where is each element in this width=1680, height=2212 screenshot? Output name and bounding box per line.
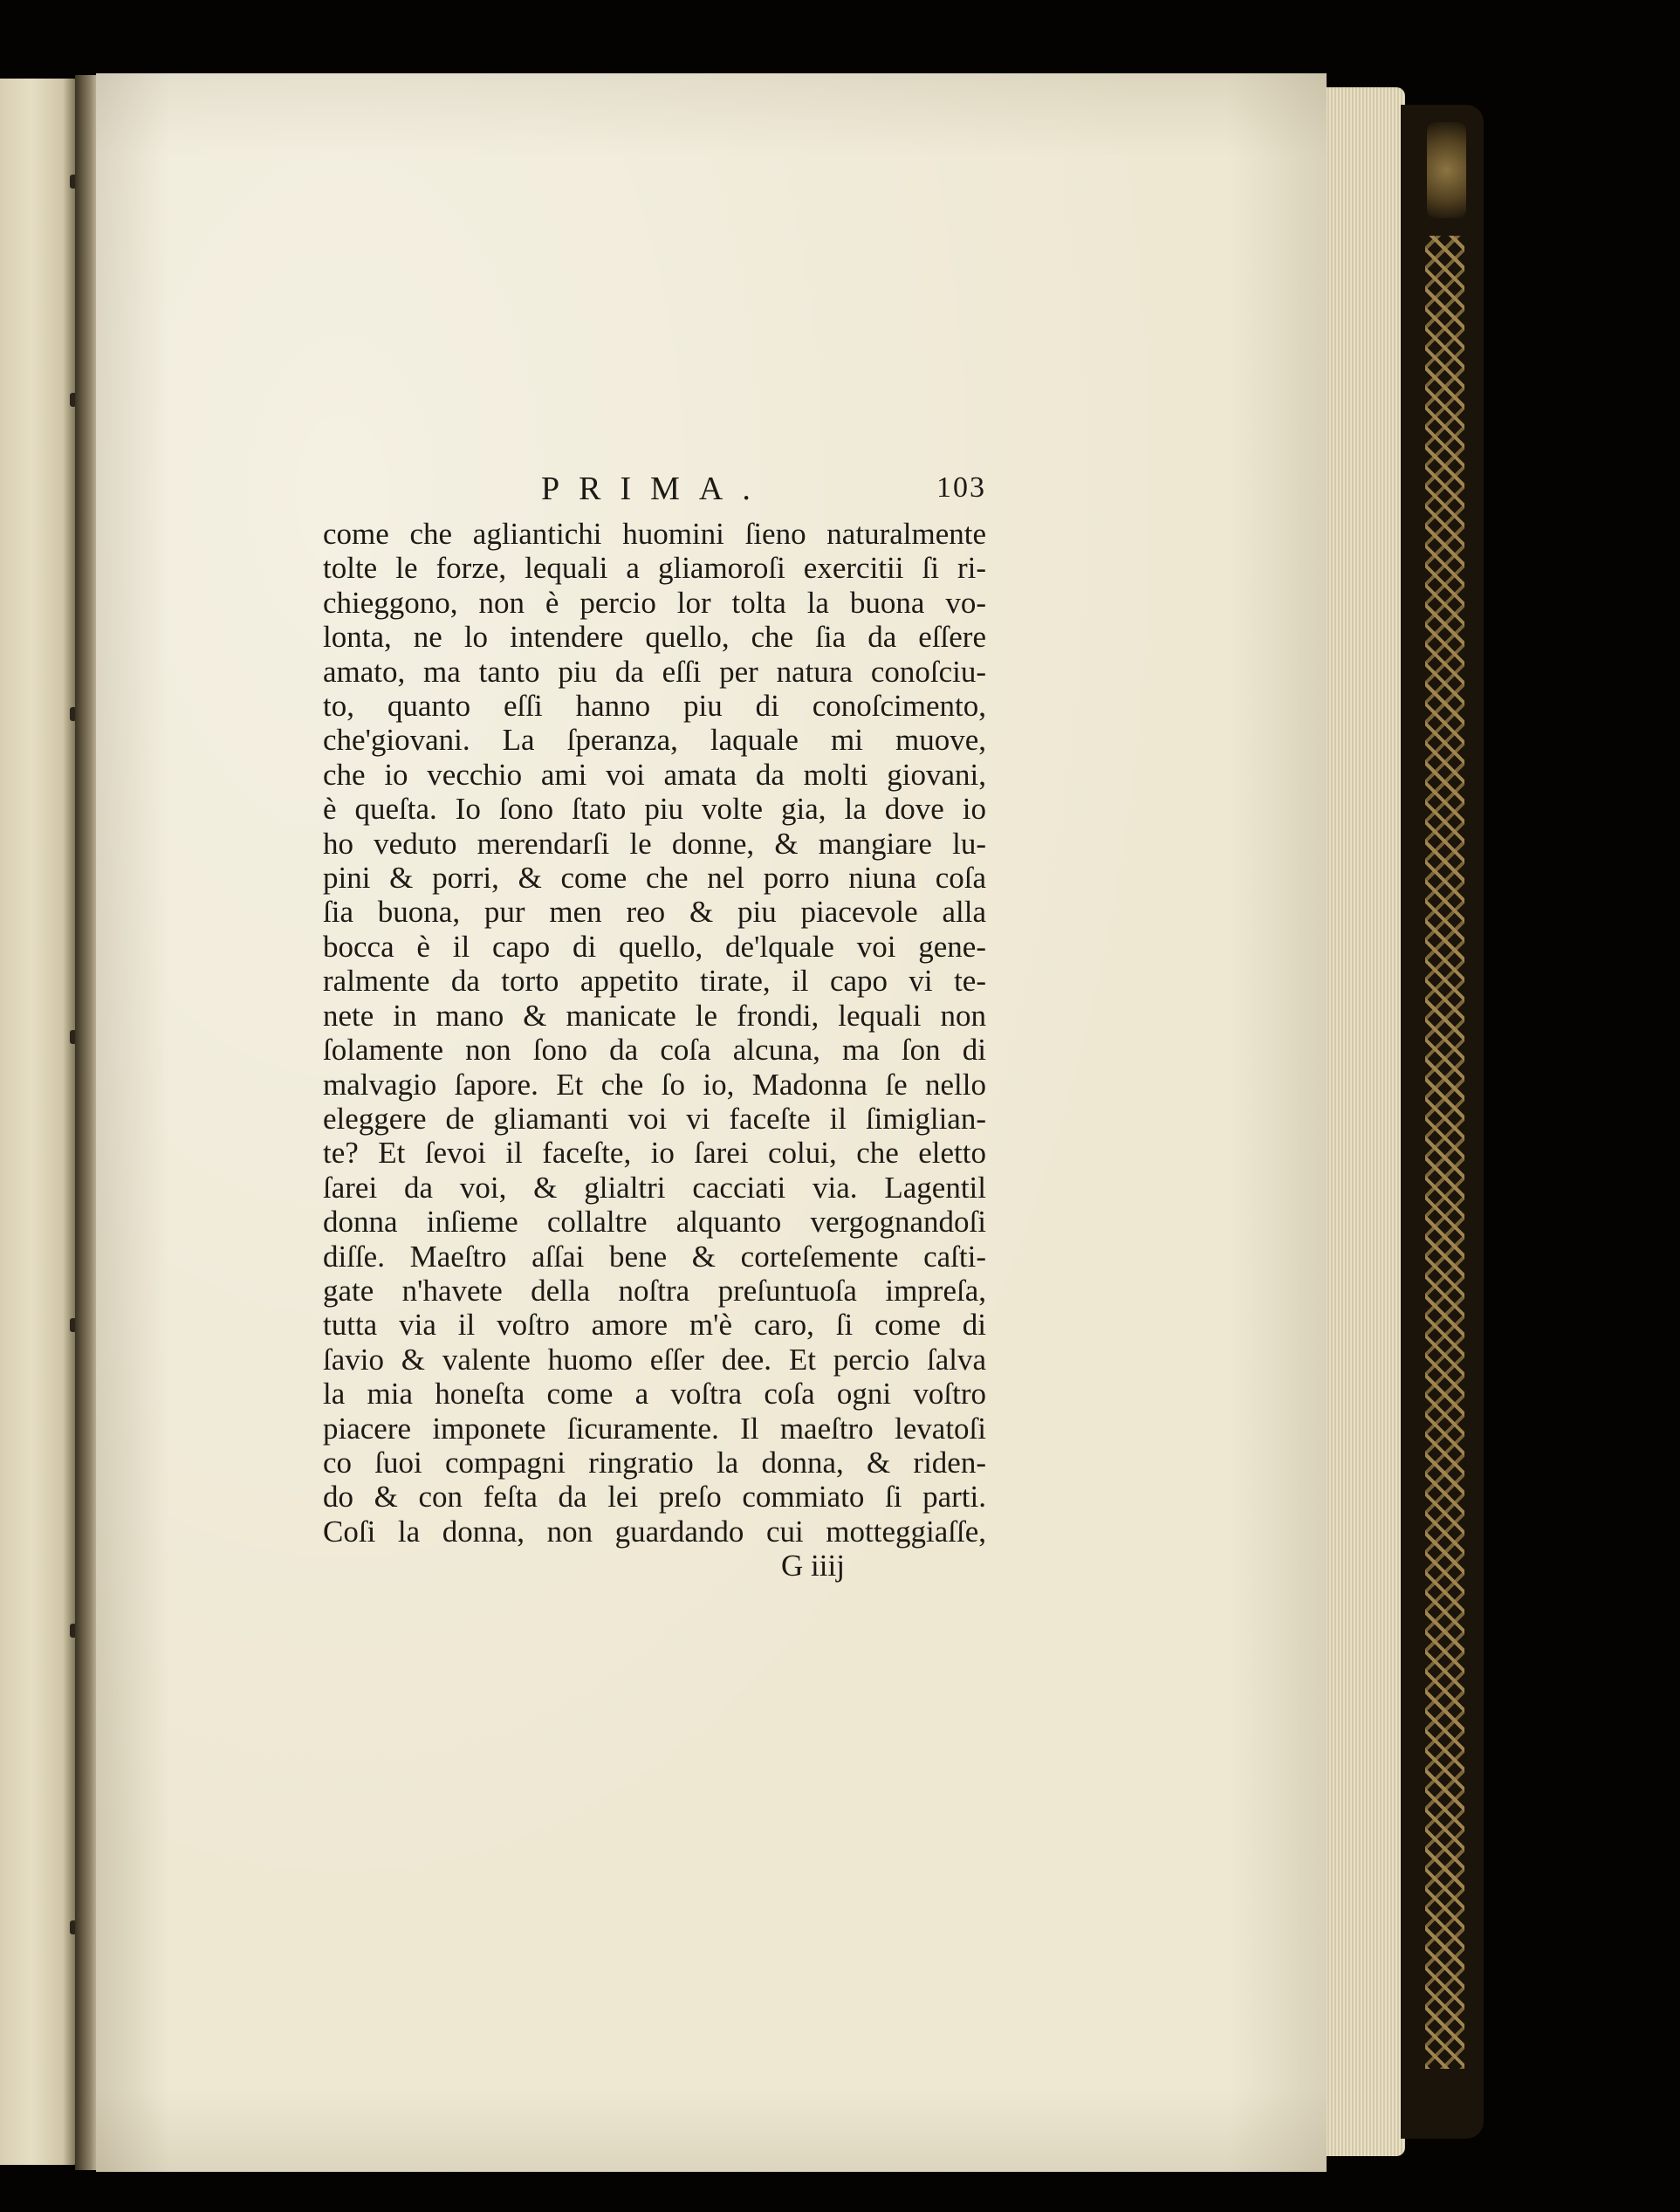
text-line: lonta, ne lo intendere quello, che ſia da eſſere (323, 620, 986, 655)
text-line: donna inſieme collaltre alquanto vergognandoſi (323, 1205, 986, 1240)
text-line: ſarei da voi, & glialtri cacciati via. Lagentil (323, 1170, 986, 1205)
text-line: è queſta. Io ſono ſtato piu volte gia, la dove io (323, 792, 986, 827)
text-line: la mia honeſta come a voſtra coſa ogni voſtro (323, 1377, 986, 1412)
text-line: do & con feſta da lei preſo commiato ſi parti. (323, 1480, 986, 1515)
text-line: tolte le forze, lequali a gliamoroſi exercitii ſi ri- (323, 551, 986, 586)
text-line: ſia buona, pur men reo & piu piacevole alla (323, 895, 986, 930)
footer (323, 1549, 986, 1583)
text-line: Coſi la donna, non guardando cui motteggiaſſe, (323, 1514, 986, 1549)
text-block (323, 470, 986, 1583)
body-text (323, 517, 986, 1549)
text-line: ſolamente non ſono da coſa alcuna, ma ſon di (323, 1033, 986, 1068)
text-line: malvagio ſapore. Et che ſo io, Madonna ſe nello (323, 1067, 986, 1102)
signature-mark: G iiij (781, 1549, 845, 1583)
page-number: 103 (936, 471, 986, 504)
text-line: to, quanto eſſi hanno piu di conoſcimento, (323, 689, 986, 724)
text-line: chieggono, non è percio lor tolta la buona vo- (323, 585, 986, 620)
text-line: amato, ma tanto piu da eſſi per natura conoſciu- (323, 654, 986, 689)
text-line: che io vecchio ami voi amata da molti giovani, (323, 757, 986, 792)
page-edges (1322, 87, 1405, 2156)
text-line: che'giovani. La ſperanza, laquale mi muove, (323, 723, 986, 758)
page-header (323, 470, 986, 517)
text-line: piacere imponete ſicuramente. Il maeſtro levatoſi (323, 1411, 986, 1446)
text-line: eleggere de gliamanti voi vi faceſte il ſimiglian- (323, 1101, 986, 1136)
text-line: diſſe. Maeſtro aſſai bene & corteſemente caſti- (323, 1239, 986, 1274)
text-line: ralmente da torto appetito tirate, il capo vi te- (323, 964, 986, 999)
text-line: gate n'havete della noſtra preſuntuoſa impreſa, (323, 1273, 986, 1308)
spine-ornament (1427, 122, 1466, 218)
spine-gilt-pattern (1425, 236, 1464, 2069)
text-line: te? Et ſevoi il faceſte, io ſarei colui, che eletto (323, 1136, 986, 1171)
text-line: come che agliantichi huomini ſieno naturalmente (323, 517, 986, 551)
text-line: ſavio & valente huomo eſſer dee. Et percio ſalva (323, 1342, 986, 1377)
text-line: tutta via il voſtro amore m'è caro, ſi come di (323, 1308, 986, 1343)
text-line: co ſuoi compagni ringratio la donna, & riden- (323, 1445, 986, 1480)
text-line: pini & porri, & come che nel porro niuna coſa (323, 861, 986, 896)
text-line: bocca è il capo di quello, de'lquale voi gene- (323, 929, 986, 964)
book-spine (1401, 105, 1484, 2139)
text-line: nete in mano & manicate le frondi, lequali non (323, 998, 986, 1033)
text-line: ho veduto merendarſi le donne, & mangiare lu- (323, 826, 986, 861)
running-head: PRIMA. (541, 471, 770, 507)
left-page-edge (0, 79, 79, 2165)
